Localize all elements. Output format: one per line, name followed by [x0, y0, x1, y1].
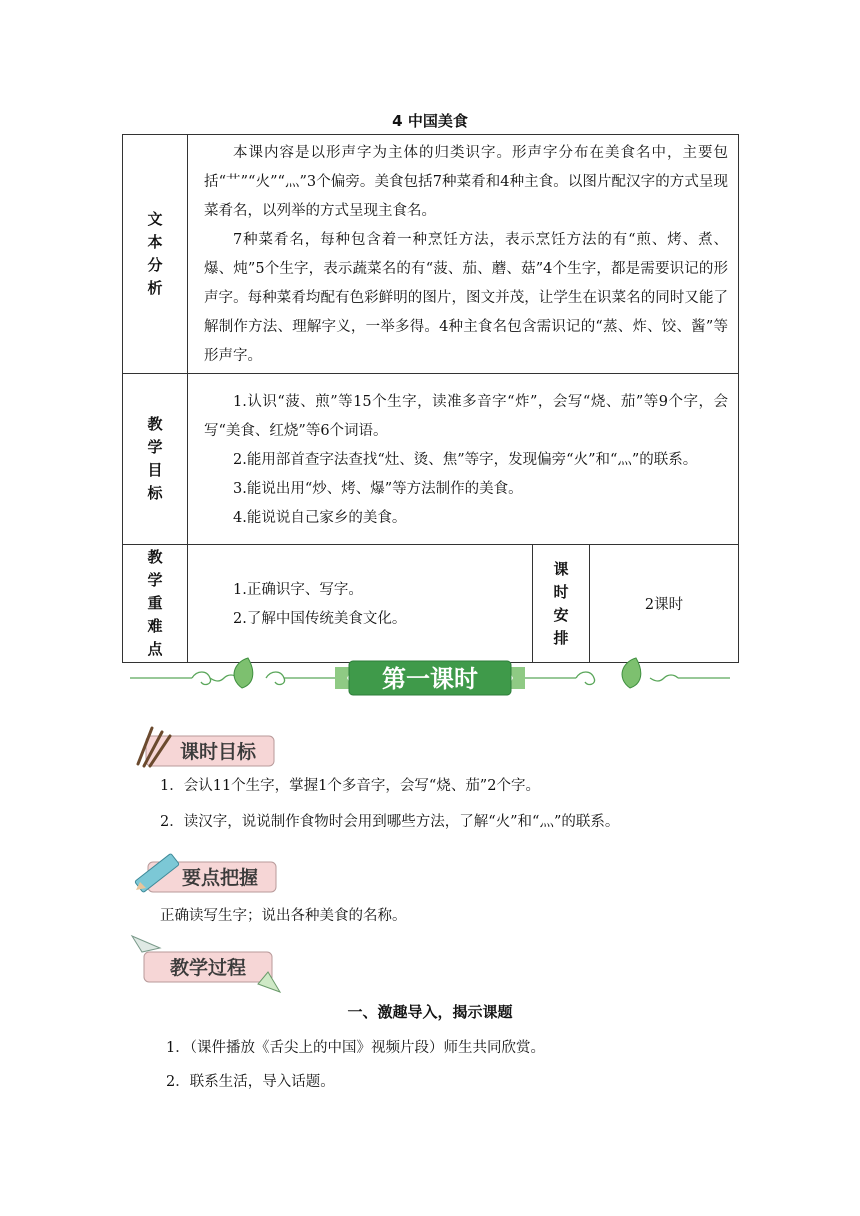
- analysis-cell: [188, 135, 739, 374]
- process-step: 2．联系生活，导入话题。: [166, 1074, 335, 1090]
- objectives-tag: [130, 724, 280, 770]
- goal-item: 1.认识“菠、煎”等15个生字，读准多音字“炸”，会写“烧、茄”等9个字，会写“美食、红烧”等6个词语。: [204, 393, 728, 439]
- leaf-left-icon: [234, 658, 253, 688]
- schedule-header: 课时安排: [533, 545, 590, 663]
- lesson-info-table: [122, 134, 739, 663]
- analysis-paragraph: 7种菜肴名，每种包含着一种烹饪方法，表示烹饪方法的有“煎、烤、煮、爆、炖”5个生字，表示蔬菜名的有“菠、茄、蘑、菇”4个生字，都是需要识记的形声字。每种菜肴均配有色彩鲜明的图片，图文并茂，让学生在识菜名的同时又能了解制作方法、理解字义，一举多得。4种主食名包含需识记的“蒸、炸、饺、酱”等形声字。: [204, 232, 728, 364]
- keypoints-tag-label: 要点把握: [181, 867, 259, 889]
- goal-item: 2.能用部首查字法查找“灶、烫、焦”等字，发现偏旁“火”和“灬”的联系。: [233, 451, 698, 468]
- key-point-item: 2.了解中国传统美食文化。: [233, 610, 407, 627]
- goal-item: 3.能说出用“炒、烤、爆”等方法制作的美食。: [233, 480, 523, 497]
- vine-left-decoration: [130, 672, 335, 685]
- analysis-header: 文本分析: [123, 135, 188, 374]
- keypoints-text: 正确读写生字；说出各种美食的名称。: [160, 908, 407, 924]
- objective-item: 2．读汉字，说说制作食物时会用到哪些方法，了解“火”和“灬”的联系。: [160, 814, 620, 830]
- process-section-title: 一、激趣导入，揭示课题: [347, 1003, 513, 1021]
- lesson-one-banner: [130, 654, 730, 702]
- key-point-item: 1.正确识字、写字。: [233, 581, 363, 598]
- process-step: 1．（课件播放《舌尖上的中国》视频片段）师生共同欣赏。: [166, 1040, 545, 1056]
- banner-label: 第一课时: [382, 665, 478, 693]
- process-tag: [130, 932, 290, 994]
- process-tag-label: 教学过程: [169, 957, 247, 979]
- page-title: 4 中国美食: [392, 112, 468, 130]
- objective-item: 1．会认11个生字，掌握1个多音字，会写“烧、茄”2个字。: [160, 778, 540, 794]
- objectives-tag-label: 课时目标: [179, 741, 257, 763]
- schedule-value: 2课时: [590, 545, 739, 663]
- key-points-header: 教学重难点: [123, 545, 188, 663]
- key-points-cell: [188, 545, 533, 663]
- goals-header: 教学目标: [123, 374, 188, 545]
- goal-item: 4.能说说自己家乡的美食。: [233, 509, 407, 526]
- keypoints-tag: [130, 846, 280, 896]
- analysis-paragraph: 本课内容是以形声字为主体的归类识字。形声字分布在美食名中，主要包括“艹”“火”“灬”3个偏旁。美食包括7种菜肴和4种主食。以图片配汉字的方式呈现菜肴名，以列举的方式呈现主食名。: [204, 145, 728, 219]
- goals-cell: [188, 374, 739, 545]
- leaf-right-icon: [622, 658, 641, 688]
